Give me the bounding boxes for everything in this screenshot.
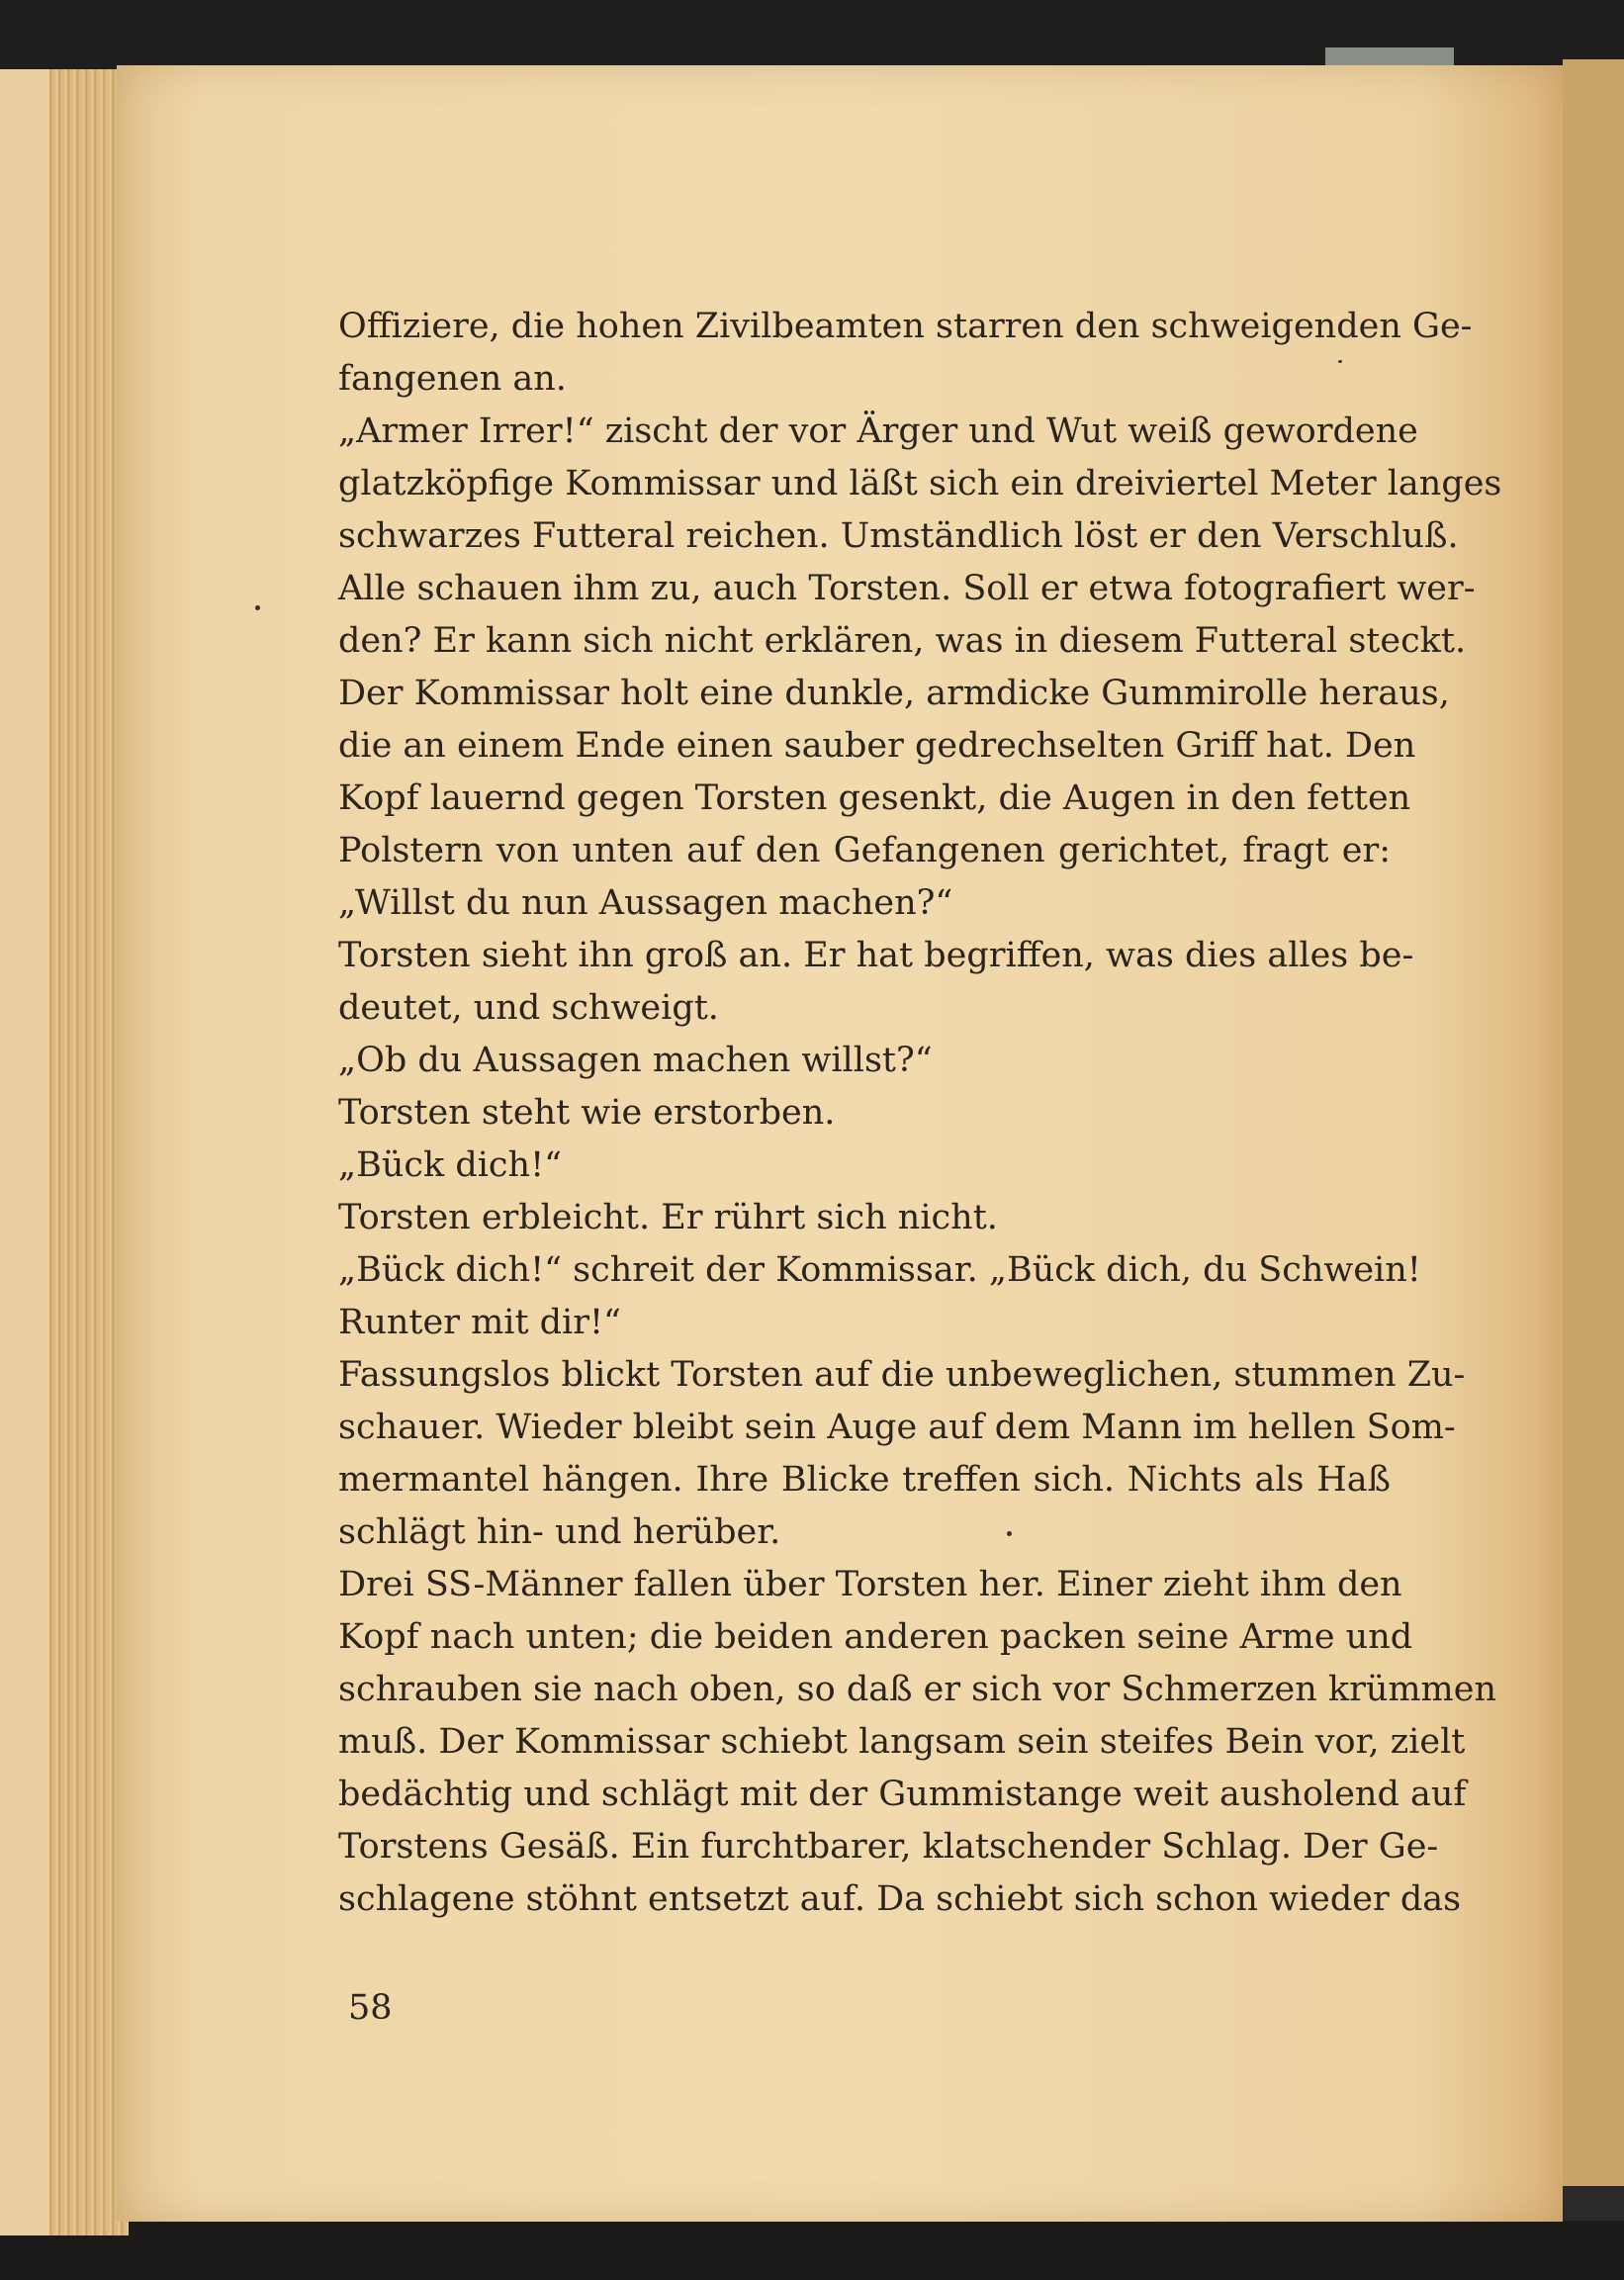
text-line: die an einem Ende einen sauber gedrechselten Griff hat. Den	[338, 726, 1416, 766]
book-cover-edge	[1563, 59, 1624, 2186]
text-line: Runter mit dir!“	[338, 1303, 621, 1342]
ink-speck	[1007, 1531, 1012, 1536]
text-line: „Armer Irrer!“ zischt der vor Ärger und Wut weiß gewordene	[338, 411, 1418, 451]
text-line: Torsten erbleicht. Er rührt sich nicht.	[338, 1198, 998, 1237]
text-line: mermantel hängen. Ihre Blicke treffen sich. Nichts als Haß	[338, 1460, 1391, 1500]
facing-page-margin	[0, 69, 49, 2235]
text-line: Polstern von unten auf den Gefangenen gerichtet, fragt er:	[338, 831, 1391, 870]
ink-speck	[255, 605, 260, 610]
page-number: 58	[348, 1988, 393, 2028]
text-line: Torsten steht wie erstorben.	[338, 1093, 836, 1133]
text-line: Fassungslos blickt Torsten auf die unbeweglichen, stummen Zu-	[338, 1355, 1466, 1395]
text-line: schlägt hin- und herüber.	[338, 1512, 781, 1552]
text-line: schauer. Wieder bleibt sein Auge auf dem Mann im hellen Som-	[338, 1408, 1456, 1447]
text-line: „Willst du nun Aussagen machen?“	[338, 883, 953, 923]
text-line: Kopf nach unten; die beiden anderen packen seine Arme und	[338, 1617, 1413, 1657]
text-line: schrauben sie nach oben, so daß er sich vor Schmerzen krümmen	[338, 1670, 1496, 1709]
scan-background-bottom	[0, 2221, 1624, 2280]
ink-speck	[1338, 360, 1342, 363]
text-line: schwarzes Futteral reichen. Umständlich löst er den Verschluß.	[338, 516, 1459, 556]
text-line: Offiziere, die hohen Zivilbeamten starren den schweigenden Ge-	[338, 307, 1473, 346]
text-line: fangenen an.	[338, 359, 567, 399]
text-line: „Bück dich!“	[338, 1145, 563, 1185]
text-line: glatzköpfige Kommissar und läßt sich ein dreiviertel Meter langes	[338, 464, 1502, 503]
text-line: deutet, und schweigt.	[338, 988, 719, 1028]
text-line: Drei SS-Männer fallen über Torsten her. Einer zieht ihm den	[338, 1565, 1402, 1604]
text-line: muß. Der Kommissar schiebt langsam sein steifes Bein vor, zielt	[338, 1722, 1466, 1762]
page-text	[338, 301, 1502, 1926]
text-line: Torsten sieht ihn groß an. Er hat begriffen, was dies alles be-	[338, 936, 1414, 975]
text-line: Alle schauen ihm zu, auch Torsten. Soll er etwa fotografiert wer-	[338, 569, 1476, 608]
text-line: „Ob du Aussagen machen willst?“	[338, 1041, 933, 1080]
text-line: Der Kommissar holt eine dunkle, armdicke Gummirolle heraus,	[338, 674, 1450, 713]
text-line: „Bück dich!“ schreit der Kommissar. „Bück dich, du Schwein!	[338, 1250, 1421, 1290]
text-line: Kopf lauernd gegen Torsten gesenkt, die Augen in den fetten	[338, 778, 1411, 818]
text-line: bedächtig und schlägt mit der Gummistange weit ausholend auf	[338, 1775, 1467, 1814]
text-line: schlagene stöhnt entsetzt auf. Da schiebt sich schon wieder das	[338, 1879, 1462, 1919]
text-line: den? Er kann sich nicht erklären, was in diesem Futteral steckt.	[338, 621, 1467, 661]
text-line: Torstens Gesäß. Ein furchtbarer, klatschender Schlag. Der Ge-	[338, 1827, 1439, 1867]
